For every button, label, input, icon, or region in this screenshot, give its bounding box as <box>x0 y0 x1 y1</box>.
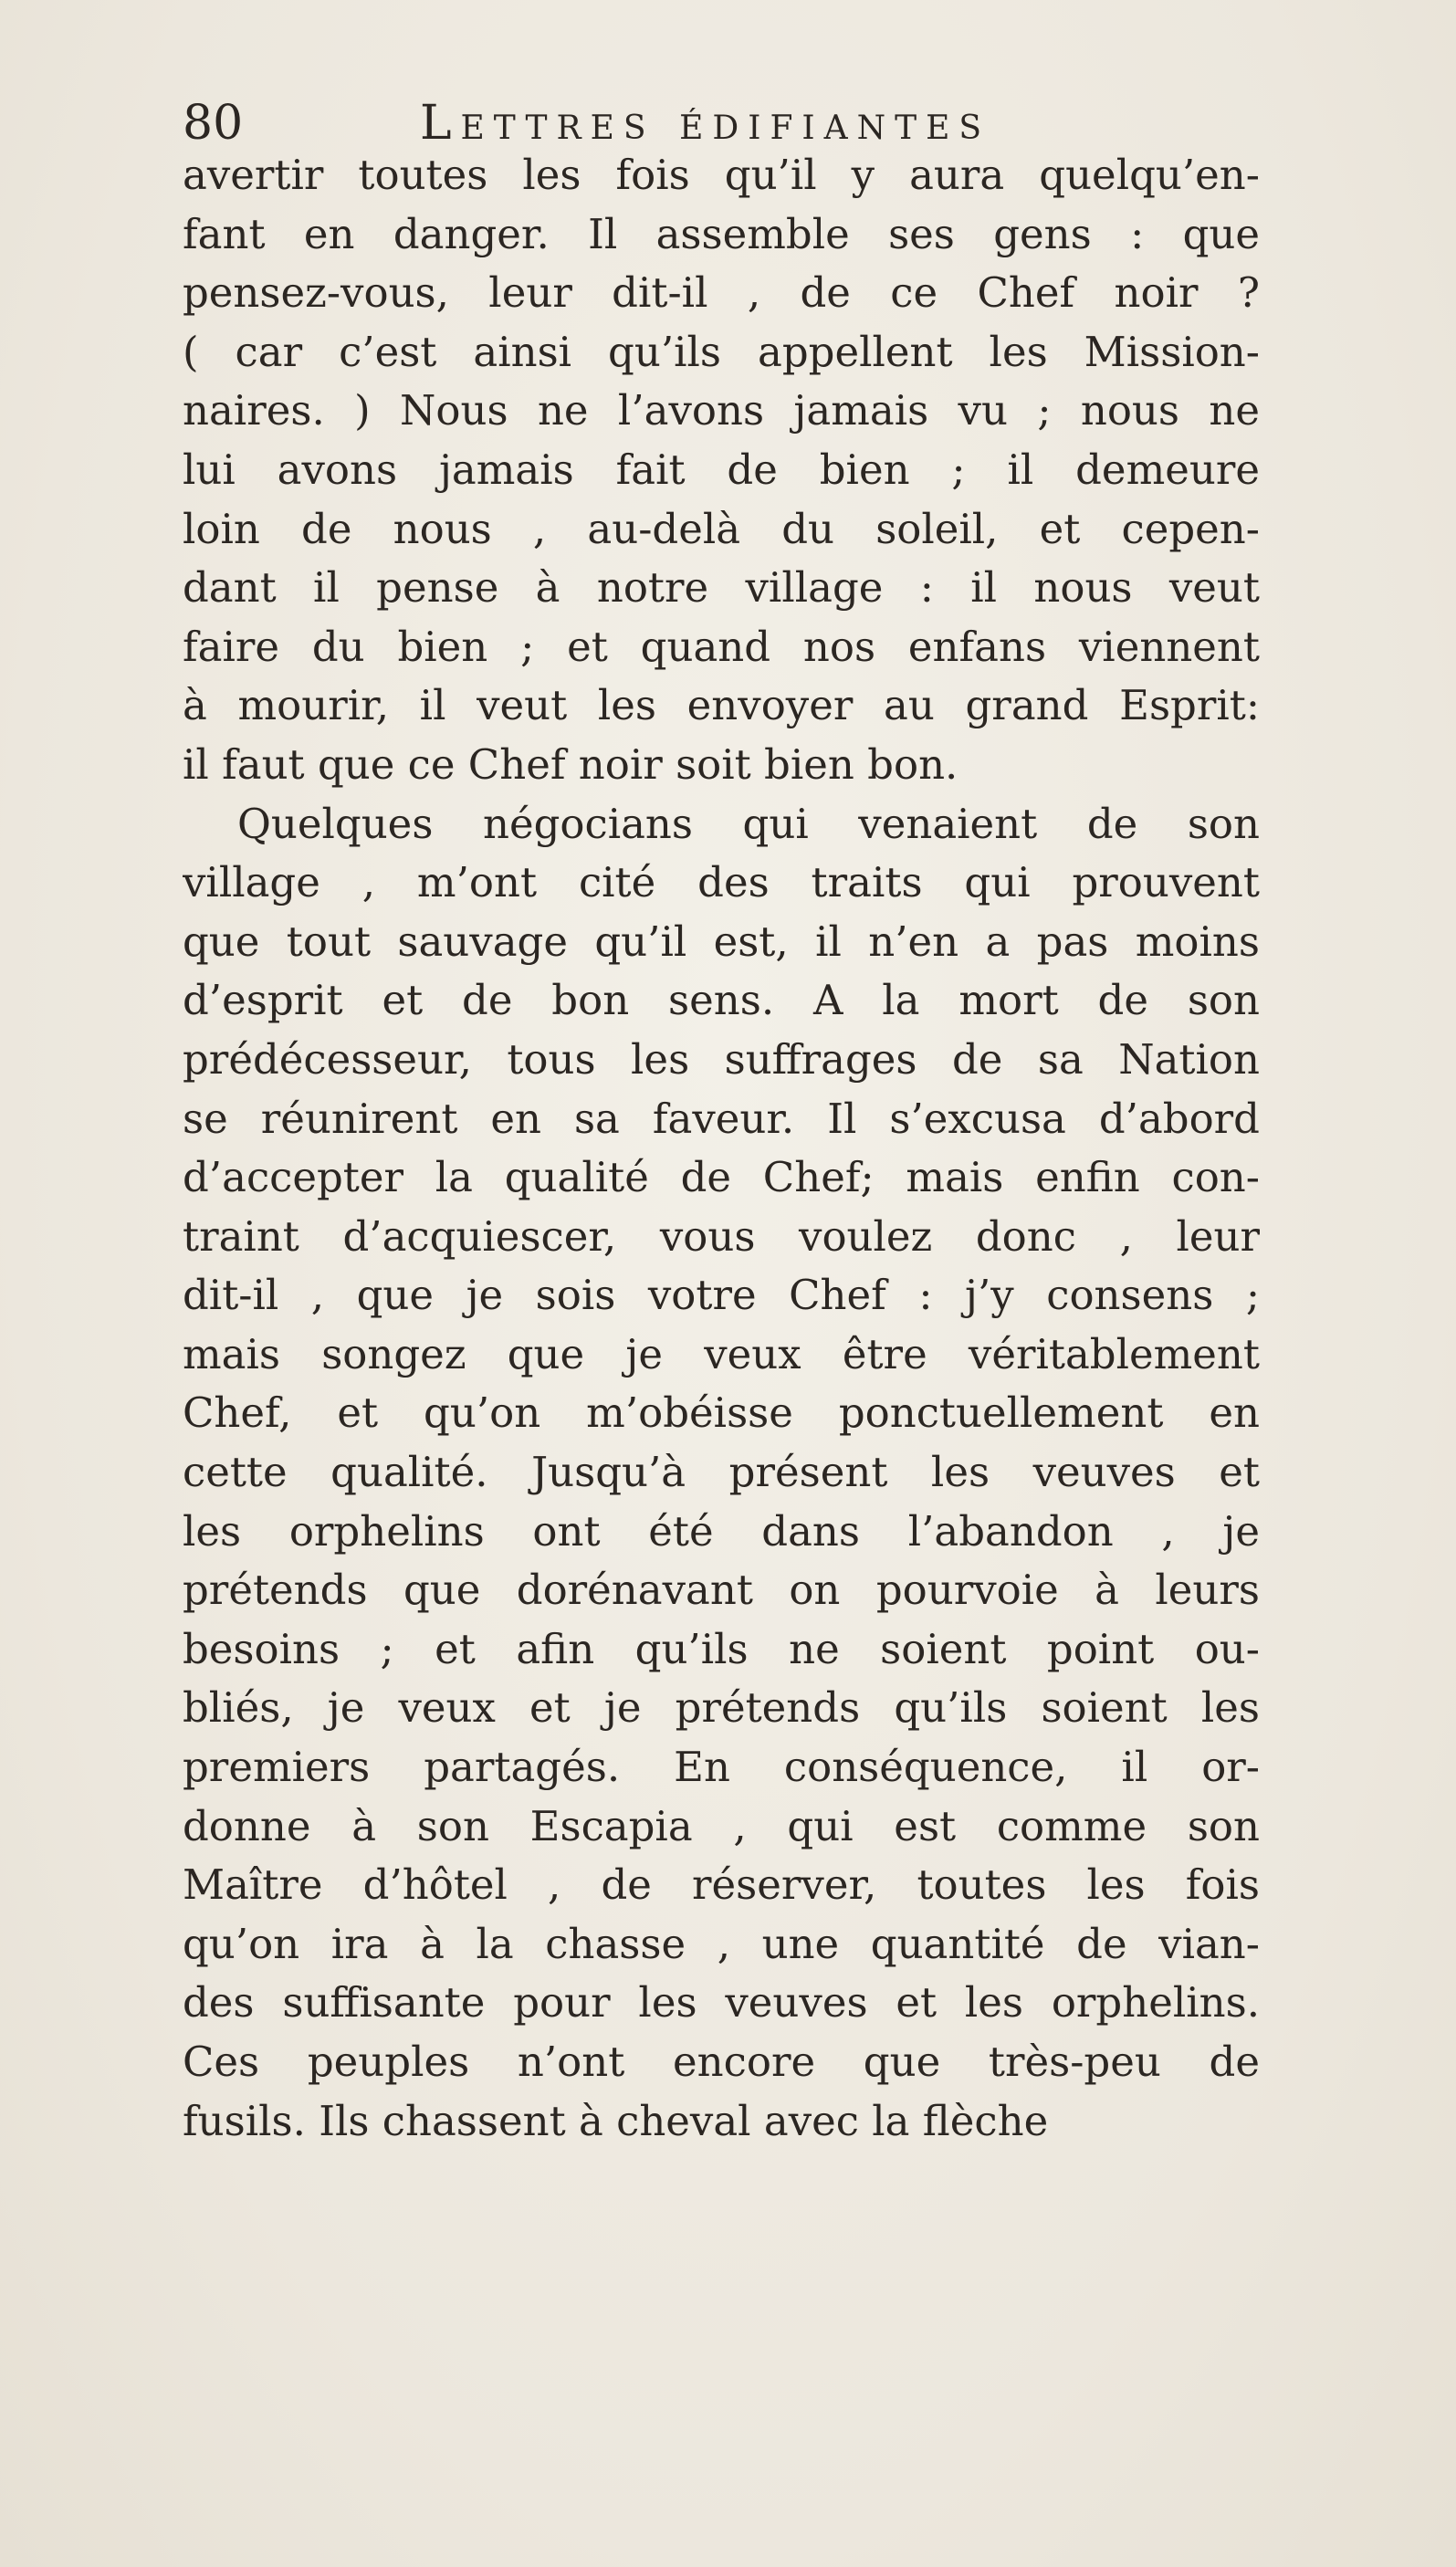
text-line: d’esprit et de bon sens. A la mort de son <box>183 976 1260 1025</box>
text-line: Maître d’hôtel , de réserver, toutes les fois <box>183 1860 1260 1910</box>
text-line: naires. ) Nous ne l’avons jamais vu ; nous ne <box>183 386 1260 435</box>
text-line: bliés, je veux et je prétends qu’ils soient les <box>183 1683 1260 1733</box>
body-text <box>183 146 1260 2151</box>
text-line: dant il pense à notre village : il nous veut <box>183 563 1260 613</box>
text-line: Chef, et qu’on m’obéisse ponctuellement en <box>183 1388 1260 1438</box>
text-line: Quelques négocians qui venaient de son <box>237 799 1260 848</box>
text-line: prétends que dorénavant on pourvoie à leurs <box>183 1566 1260 1615</box>
text-line: faire du bien ; et quand nos enfans viennent <box>183 622 1260 671</box>
text-line: à mourir, il veut les envoyer au grand Esprit: <box>183 681 1260 730</box>
text-line: les orphelins ont été dans l’abandon , je <box>183 1506 1260 1556</box>
text-line: avertir toutes les fois qu’il y aura quelqu’en- <box>183 151 1260 199</box>
text-line: traint d’acquiescer, vous voulez donc , leur <box>183 1211 1260 1261</box>
text-line: des suffisante pour les veuves et les orphelins. <box>183 1978 1260 2027</box>
text-line: loin de nous , au-delà du soleil, et cepen- <box>183 504 1260 553</box>
text-line: lui avons jamais fait de bien ; il demeure <box>183 445 1260 494</box>
text-line: d’accepter la qualité de Chef; mais enfin con- <box>183 1153 1260 1202</box>
page-number: 80 <box>183 96 244 151</box>
running-title: Lettres édifiantes <box>420 96 991 151</box>
text-line: fant en danger. Il assemble ses gens : que <box>183 209 1260 258</box>
text-line: village , m’ont cité des traits qui prouvent <box>183 858 1260 907</box>
text-line: se réunirent en sa faveur. Il s’excusa d’abord <box>183 1094 1260 1143</box>
text-line: Ces peuples n’ont encore que très-peu de <box>183 2038 1260 2086</box>
text-line: ( car c’est ainsi qu’ils appellent les Mission- <box>183 327 1260 376</box>
text-line: mais songez que je veux être véritablement <box>183 1329 1260 1378</box>
text-line: il faut que ce Chef noir soit bien bon. <box>183 739 958 789</box>
text-line: pensez-vous, leur dit-il , de ce Chef noir ? <box>183 268 1260 318</box>
text-line: que tout sauvage qu’il est, il n’en a pas moins <box>183 917 1260 966</box>
text-line: cette qualité. Jusqu’à présent les veuves et <box>183 1448 1260 1497</box>
text-line: dit-il , que je sois votre Chef : j’y consens ; <box>183 1271 1260 1320</box>
text-line: qu’on ira à la chasse , une quantité de vian- <box>183 1919 1260 1968</box>
text-line: besoins ; et afin qu’ils ne soient point ou- <box>183 1624 1260 1673</box>
text-line: prédécesseur, tous les suffrages de sa Nation <box>183 1034 1260 1084</box>
text-line: fusils. Ils chassent à cheval avec la flèche <box>183 2096 1049 2145</box>
text-line: donne à son Escapia , qui est comme son <box>183 1801 1260 1850</box>
text-line: premiers partagés. En conséquence, il or- <box>183 1743 1260 1792</box>
